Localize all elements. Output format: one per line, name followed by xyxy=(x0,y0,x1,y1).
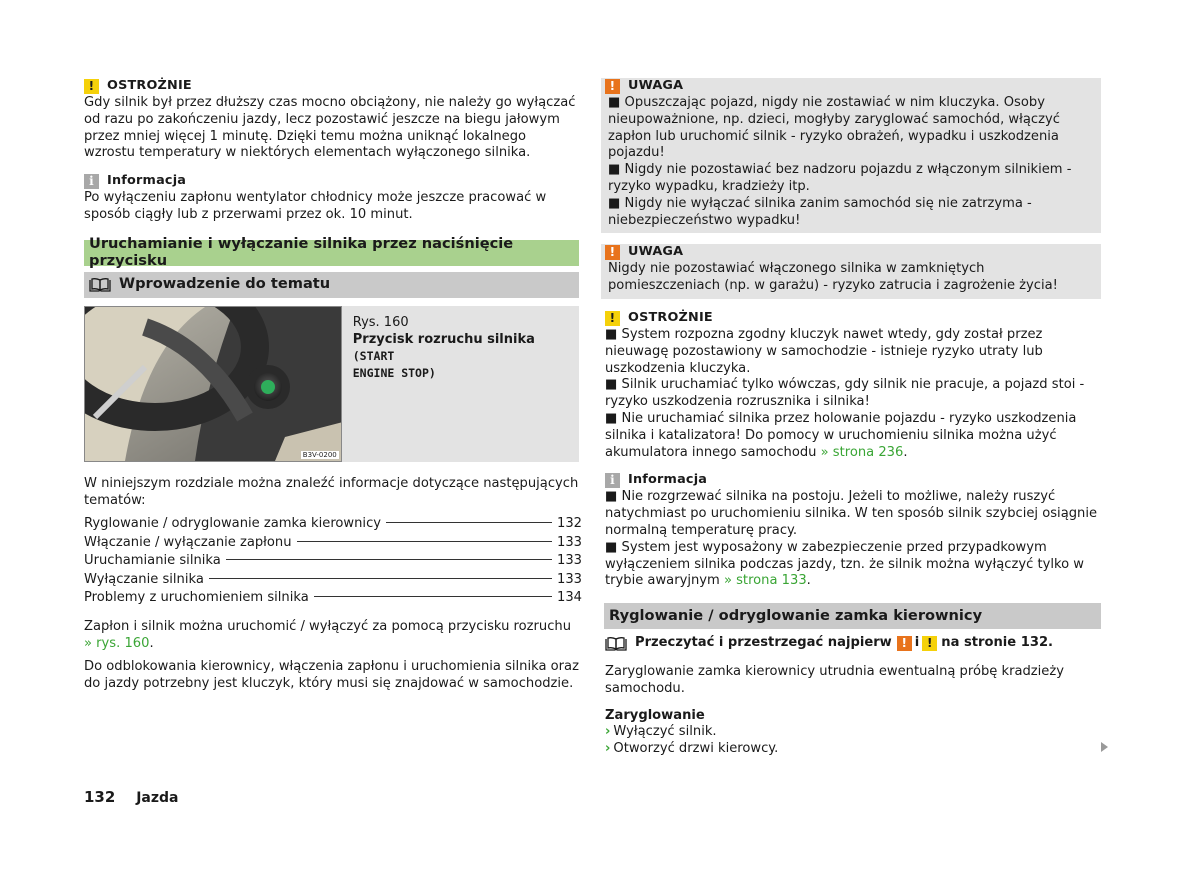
paragraph-text: Zapłon i silnik można uruchomić / wyłączyć za pomocą przycisku rozruchu xyxy=(84,618,572,634)
caution-item xyxy=(605,411,1101,461)
page-number: 132 xyxy=(84,788,116,806)
caution-item: ■ System rozpozna zgodny kluczyk nawet wtedy, gdy został przez nieuwagę pozostawiony w samochodzie - istnieje ryzyko utraty lub uszkodzenia kluczyka. xyxy=(605,326,1043,376)
key-paragraph: Do odblokowania kierownicy, włączenia zapłonu i uruchomienia silnika oraz do jazdy potrzebny jest kluczyk, który musi się znajdować w samochodzie. xyxy=(84,659,579,692)
figure-caption xyxy=(342,306,579,462)
info-title: Informacja xyxy=(107,173,187,189)
book-icon xyxy=(605,637,627,651)
topic-page: 134 xyxy=(557,590,582,606)
caution-header xyxy=(84,78,579,95)
topic-list xyxy=(84,516,582,609)
topic-label: Uruchamianie silnika xyxy=(84,553,221,569)
info-item: ■ Nie rozgrzewać silnika na postoju. Jeżeli to możliwe, należy ruszyć natychmiast po uruchomieniu silnika. W ten sposób silnik szybciej osiągnie normalną temperaturę pracy. xyxy=(605,489,1098,538)
figure-link[interactable]: » rys. 160 xyxy=(84,635,150,651)
warning-title: UWAGA xyxy=(628,78,684,94)
book-icon xyxy=(89,278,111,292)
steering-wheel-photo xyxy=(85,307,342,461)
leader-line xyxy=(297,541,552,542)
caution-text: Gdy silnik był przez dłuższy czas mocno obciążony, nie należy go wyłączać od razu po zakończeniu jazdy, lecz pozostawić jeszcze na biegu jałowym przez mniej więcej 1 minutę. Dzięki temu można uniknąć lokalnego wzrostu temperatury w niektórych elementach wyłączonego silnika. xyxy=(84,95,576,161)
read-first-mid: i xyxy=(914,635,920,651)
step-item xyxy=(605,724,1101,741)
read-first-suffix: na stronie 132. xyxy=(941,635,1054,651)
figure-image xyxy=(84,306,342,462)
info-header xyxy=(605,472,1101,489)
page-footer xyxy=(84,788,178,806)
subsection-heading xyxy=(84,272,579,298)
step-text: Otworzyć drzwi kierowcy. xyxy=(613,741,779,757)
warning-title: UWAGA xyxy=(628,244,684,260)
start-button-paragraph xyxy=(84,619,579,653)
info-item-text: ■ System jest wyposażony w zabezpieczenie przed przypadkowym wyłączeniem silnika podczas jazdy, tzn. że silnik można wyłączyć tylko w trybie awaryjnym xyxy=(605,539,1084,589)
figure-caption-text: Przycisk rozruchu silnika xyxy=(352,331,535,347)
topic-label: Ryglowanie / odryglowanie zamka kierownicy xyxy=(84,516,382,532)
leader-line xyxy=(226,559,552,560)
warning-icon: ! xyxy=(605,79,620,94)
caution-notice xyxy=(84,78,579,162)
topic-label: Włączanie / wyłączanie zapłonu xyxy=(84,534,292,550)
caution-icon: ! xyxy=(922,636,937,651)
intro-text: W niniejszym rozdziale można znaleźć informacje dotyczące następujących tematów: xyxy=(84,475,579,508)
caution-header xyxy=(605,310,1101,327)
caution-title: OSTROŻNIE xyxy=(107,78,192,94)
caution-notice xyxy=(605,310,1101,461)
topic-row[interactable] xyxy=(84,571,582,591)
topic-page: 133 xyxy=(557,553,582,569)
period: . xyxy=(903,444,908,460)
warning-icon: ! xyxy=(897,636,912,651)
warning-text: Nigdy nie pozostawiać włączonego silnika w zamkniętych pomieszczeniach (np. w garażu) - ryzyko zatrucia i zagrożenie życia! xyxy=(608,261,1058,294)
warning-box xyxy=(601,244,1101,299)
caution-icon: ! xyxy=(84,79,99,94)
topic-label: Problemy z uruchomieniem silnika xyxy=(84,590,309,606)
topic-row[interactable] xyxy=(84,553,582,572)
caution-item: ■ Silnik uruchamiać tylko wówczas, gdy silnik nie pracuje, a pojazd stoi - ryzyko uszkodzenia rozrusznika i silnika! xyxy=(605,377,1085,410)
period: . xyxy=(149,635,154,651)
info-notice xyxy=(84,173,579,224)
figure-caption-code-2: ENGINE STOP) xyxy=(352,365,436,380)
page-link[interactable]: » strona 133 xyxy=(723,573,807,589)
caution-title: OSTROŻNIE xyxy=(628,310,713,326)
chevron-right-icon: › xyxy=(605,724,611,740)
subsection-title: Wprowadzenie do tematu xyxy=(119,275,331,293)
chapter-name: Jazda xyxy=(136,790,179,806)
subheading: Zaryglowanie xyxy=(605,707,705,723)
info-item xyxy=(605,540,1101,590)
period: . xyxy=(806,573,811,589)
steering-lock-paragraph: Zaryglowanie zamka kierownicy utrudnia ewentualną próbę kradzieży samochodu. xyxy=(605,663,1064,696)
read-first-prefix: Przeczytać i przestrzegać najpierw xyxy=(635,635,892,651)
info-title: Informacja xyxy=(628,472,708,488)
warning-item: ■ Nigdy nie pozostawiać bez nadzoru pojazdu z włączonym silnikiem - ryzyko wypadku, kradzieży itp. xyxy=(608,162,1072,194)
topic-page: 133 xyxy=(557,534,582,550)
continue-arrow-icon xyxy=(1101,742,1108,752)
warning-item: ■ Nigdy nie wyłączać silnika zanim samochód się nie zatrzyma - niebezpieczeństwo wypadku! xyxy=(608,195,1032,228)
read-first-note xyxy=(605,635,1101,652)
warning-item: ■ Opuszczając pojazd, nigdy nie zostawiać w nim kluczyka. Osoby nieupoważnione, np. dzieci, mogłyby zaryglować samochód, włączyć zapłon lub uruchomić silnik - ryzyko obrażeń, wypadku i uszkodzenia pojazdu! xyxy=(608,95,1060,161)
section-heading: Uruchamianie i wyłączanie silnika przez naciśnięcie przycisku xyxy=(84,240,579,266)
topic-row[interactable] xyxy=(84,590,582,609)
warning-icon: ! xyxy=(605,245,620,260)
info-icon: i xyxy=(605,473,620,488)
step-item xyxy=(605,741,1101,758)
topic-page: 133 xyxy=(557,571,582,587)
warning-header xyxy=(605,244,1094,261)
figure-label: Rys. 160 xyxy=(352,314,409,330)
info-text: Po wyłączeniu zapłonu wentylator chłodnicy może jeszcze pracować w sposób ciągły lub z przerwami przez ok. 10 minut. xyxy=(84,190,547,222)
topic-row[interactable] xyxy=(84,516,582,535)
figure-code: B3V-0200 xyxy=(302,450,337,459)
topic-row[interactable] xyxy=(84,534,582,554)
leader-line xyxy=(209,578,552,579)
warning-header xyxy=(605,78,1094,95)
section-heading: Ryglowanie / odryglowanie zamka kierownicy xyxy=(604,603,1101,629)
info-icon: i xyxy=(84,174,99,189)
left-column xyxy=(84,78,582,693)
right-column xyxy=(605,78,1101,758)
caution-icon: ! xyxy=(605,311,620,326)
chevron-right-icon: › xyxy=(605,741,611,757)
info-header xyxy=(84,173,579,190)
page-link[interactable]: » strona 236 xyxy=(820,444,904,460)
figure xyxy=(84,306,579,462)
leader-line xyxy=(386,522,552,523)
figure-caption-code-1: (START xyxy=(352,348,395,363)
warning-box xyxy=(601,78,1101,233)
leader-line xyxy=(314,596,552,597)
topic-label: Wyłączanie silnika xyxy=(84,571,204,587)
info-notice xyxy=(605,472,1101,590)
step-text: Wyłączyć silnik. xyxy=(613,724,717,740)
caution-item-text: ■ Nie uruchamiać silnika przez holowanie pojazdu - ryzyko uszkodzenia silnika i katalizatora! Do pomocy w uruchomieniu silnika można użyć akumulatora innego samochodu xyxy=(605,410,1077,460)
topic-page: 132 xyxy=(557,516,582,532)
